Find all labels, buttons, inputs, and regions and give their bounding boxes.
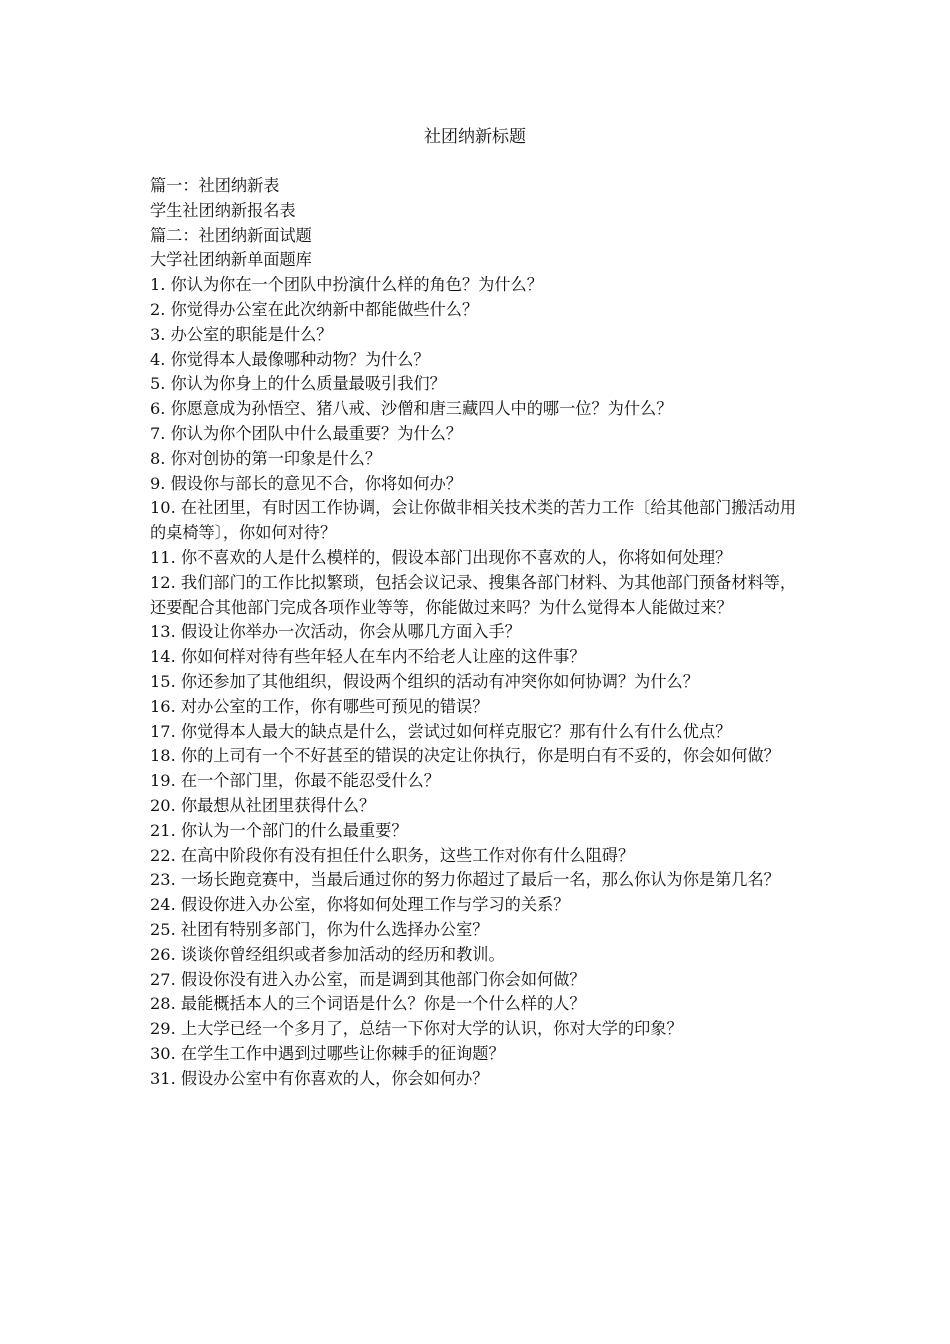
text-line: 17. 你觉得本人最大的缺点是什么，尝试过如何样克服它？那有什么有什么优点？ (150, 721, 732, 741)
text-line: 13. 假设让你举办一次活动，你会从哪几方面入手？ (150, 622, 521, 642)
text-line: 28. 最能概括本人的三个词语是什么？你是一个什么样的人？ (150, 994, 586, 1014)
text-line: 24. 假设你进入办公室，你将如何处理工作与学习的关系？ (150, 895, 570, 915)
text-line: 7. 你认为你个团队中什么最重要？为什么？ (150, 423, 462, 443)
text-line: 15. 你还参加了其他组织，假设两个组织的活动有冲突你如何协调？为什么？ (150, 671, 699, 691)
text-line: 25. 社团有特别多部门，你为什么选择办公室？ (150, 919, 489, 939)
text-line: 16. 对办公室的工作，你有哪些可预见的错误？ (150, 696, 489, 716)
text-line: 篇二：社团纳新面试题 (150, 225, 312, 245)
text-line: 31. 假设办公室中有你喜欢的人，你会如何办？ (150, 1068, 489, 1088)
text-line: 9. 假设你与部长的意见不合，你将如何办？ (150, 473, 462, 493)
text-line: 30. 在学生工作中遇到过哪些让你棘手的征询题？ (150, 1043, 505, 1063)
text-line: 21. 你认为一个部门的什么最重要？ (150, 820, 408, 840)
text-line: 26. 谈谈你曾经组织或者参加活动的经历和教训。 (150, 944, 505, 964)
text-line: 18. 你的上司有一个不好甚至的错误的决定让你执行，你是明白有不妥的，你会如何做？ (150, 746, 780, 766)
document-title: 社团纳新标题 (424, 127, 526, 147)
text-line: 22. 在高中阶段你有没有担任什么职务，这些工作对你有什么阻碍？ (150, 845, 635, 865)
text-line: 4. 你觉得本人最像哪种动物？为什么？ (150, 349, 430, 369)
text-line: 14. 你如何样对待有些年轻人在车内不给老人让座的这件事？ (150, 647, 586, 667)
text-line: 5. 你认为你身上的什么质量最吸引我们？ (150, 374, 446, 394)
text-line: 11. 你不喜欢的人是什么模样的，假设本部门出现你不喜欢的人，你将如何处理？ (150, 547, 732, 567)
text-line: 3. 办公室的职能是什么？ (150, 324, 333, 344)
text-line: 8. 你对创协的第一印象是什么？ (150, 448, 382, 468)
text-line: 2. 你觉得办公室在此次纳新中都能做些什么？ (150, 299, 479, 319)
document-body (150, 174, 810, 1091)
text-line: 27. 假设你没有进入办公室，而是调到其他部门你会如何做？ (150, 969, 586, 989)
text-line: 12. 我们部门的工作比拟繁琐，包括会议记录、搜集各部门材料、为其他部门预备材料等，还要配合其他部门完成各项作业等等，你能做过来吗？为什么觉得本人能做过来？ (150, 572, 797, 617)
text-line: 23. 一场长跑竞赛中，当最后通过你的努力你超过了最后一名，那么你认为你是第几名？ (150, 870, 780, 890)
text-line: 19. 在一个部门里，你最不能忍受什么？ (150, 771, 440, 791)
text-line: 6. 你愿意成为孙悟空、猪八戒、沙僧和唐三藏四人中的哪一位？为什么？ (150, 399, 673, 419)
text-line: 大学社团纳新单面题库 (150, 250, 312, 270)
text-line: 学生社团纳新报名表 (150, 200, 296, 220)
text-line: 1. 你认为你在一个团队中扮演什么样的角色？为什么？ (150, 275, 543, 295)
text-line: 20. 你最想从社团里获得什么？ (150, 795, 376, 815)
text-line: 29. 上大学已经一个多月了，总结一下你对大学的认识，你对大学的印象？ (150, 1019, 683, 1039)
text-line: 篇一：社团纳新表 (150, 176, 280, 195)
text-line: 10. 在社团里，有时因工作协调，会让你做非相关技术类的苦力工作〔给其他部门搬活动用的桌椅等〕，你如何对待？ (150, 498, 797, 543)
